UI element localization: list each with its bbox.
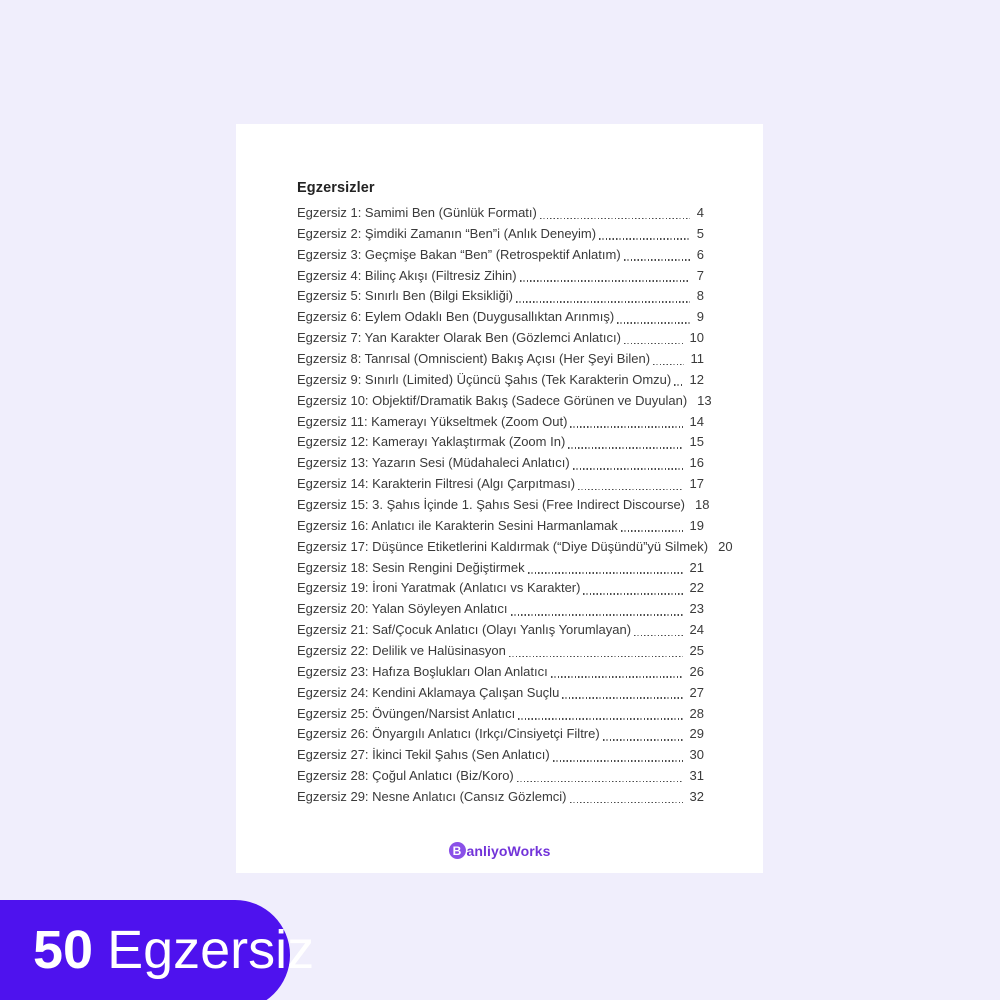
- toc-entry-page: 5: [696, 225, 704, 241]
- toc-entry: [297, 537, 733, 558]
- toc-entry: [297, 474, 704, 495]
- toc-entry-label: Egzersiz 12: Kamerayı Yaklaştırmak (Zoom In): [297, 434, 566, 450]
- toc-entry-label: Egzersiz 8: Tanrısal (Omniscient) Bakış Açısı (Her Şeyi Bilen): [297, 351, 651, 367]
- toc-entry: [297, 328, 704, 349]
- toc-entry: [297, 224, 704, 245]
- toc-entry-label: Egzersiz 5: Sınırlı Ben (Bilgi Eksikliği): [297, 288, 514, 304]
- toc-entry: [297, 662, 704, 683]
- dot-leader: [634, 635, 682, 637]
- dot-leader: [518, 718, 682, 720]
- toc-entry: [297, 203, 704, 224]
- toc-entry-page: 29: [689, 726, 704, 742]
- toc-entry-page: 18: [695, 497, 710, 513]
- toc-entry: [297, 599, 704, 620]
- toc-entry-label: Egzersiz 13: Yazarın Sesi (Müdahaleci Anlatıcı): [297, 455, 570, 471]
- toc-entry-label: Egzersiz 7: Yan Karakter Olarak Ben (Gözlemci Anlatıcı): [297, 330, 621, 346]
- dot-leader: [509, 656, 683, 658]
- dot-leader: [674, 384, 682, 386]
- toc-entry: [297, 516, 704, 537]
- toc-entry-label: Egzersiz 28: Çoğul Anlatıcı (Biz/Koro): [297, 768, 514, 784]
- dot-leader: [653, 364, 683, 366]
- toc-entry-label: Egzersiz 3: Geçmişe Bakan “Ben” (Retrospektif Anlatım): [297, 246, 621, 262]
- toc-entry-label: Egzersiz 6: Eylem Odaklı Ben (Duygusallıktan Arınmış): [297, 309, 615, 325]
- toc-entry: [297, 307, 704, 328]
- toc-entry: [297, 558, 704, 579]
- toc-entry-label: Egzersiz 26: Önyargılı Anlatıcı (Irkçı/Cinsiyetçi Filtre): [297, 726, 600, 742]
- toc-entry-label: Egzersiz 10: Objektif/Dramatik Bakış (Sadece Görünen ve Duyulan): [297, 392, 688, 408]
- logo-text: anliyoWorks: [466, 842, 551, 859]
- toc-entry-page: 20: [718, 538, 733, 554]
- dot-leader: [578, 489, 682, 491]
- dot-leader: [621, 530, 683, 532]
- toc-entry-label: Egzersiz 21: Saf/Çocuk Anlatıcı (Olayı Yanlış Yorumlayan): [297, 622, 632, 638]
- toc-entry: [297, 453, 704, 474]
- toc-list: [297, 203, 733, 808]
- toc-entry: [297, 787, 704, 808]
- exercise-count-badge: [0, 900, 315, 1000]
- toc-entry-label: Egzersiz 18: Sesin Rengini Değiştirmek: [297, 559, 525, 575]
- dot-leader: [562, 697, 682, 699]
- dot-leader: [511, 614, 683, 616]
- toc-entry-page: 15: [689, 434, 704, 450]
- toc-entry-page: 7: [696, 267, 704, 283]
- dot-leader: [603, 739, 683, 741]
- toc-entry-label: Egzersiz 4: Bilinç Akışı (Filtresiz Zihin): [297, 267, 517, 283]
- toc-entry-page: 9: [696, 309, 704, 325]
- toc-entry-label: Egzersiz 20: Yalan Söyleyen Anlatıcı: [297, 601, 508, 617]
- toc-entry: [297, 266, 704, 287]
- toc-entry: [297, 641, 704, 662]
- toc-entry: [297, 620, 704, 641]
- toc-entry-page: 19: [689, 517, 704, 533]
- badge-number: 50: [33, 920, 94, 980]
- toc-entry-label: Egzersiz 1: Samimi Ben (Günlük Formatı): [297, 205, 537, 220]
- toc-entry: [297, 683, 704, 704]
- toc-entry-label: Egzersiz 24: Kendini Aklamaya Çalışan Suçlu: [297, 684, 560, 700]
- toc-entry-label: Egzersiz 14: Karakterin Filtresi (Algı Çarpıtması): [297, 476, 576, 492]
- document-page: [236, 124, 763, 873]
- toc-entry-label: Egzersiz 16: Anlatıcı ile Karakterin Sesini Harmanlamak: [297, 517, 618, 533]
- toc-entry-page: 21: [689, 559, 704, 575]
- toc-entry-page: 30: [689, 747, 704, 763]
- toc-entry-page: 16: [689, 455, 704, 471]
- toc-entry: [297, 578, 704, 599]
- toc-entry: [297, 766, 704, 787]
- toc-entry-page: 31: [689, 768, 704, 784]
- toc-entry-label: Egzersiz 25: Övüngen/Narsist Anlatıcı: [297, 705, 516, 721]
- dot-leader: [624, 259, 690, 261]
- dot-leader: [528, 572, 683, 574]
- dot-leader: [617, 322, 690, 324]
- toc-entry: [297, 370, 704, 391]
- dot-leader: [520, 280, 690, 282]
- dot-leader: [570, 426, 682, 428]
- toc-entry-page: 13: [697, 392, 712, 408]
- dot-leader: [570, 802, 683, 804]
- toc-entry: [297, 432, 704, 453]
- dot-leader: [553, 760, 683, 762]
- toc-entry: [297, 349, 704, 370]
- badge-label: Egzersiz: [107, 920, 315, 980]
- toc-entry-page: 10: [689, 330, 704, 346]
- dot-leader: [517, 781, 683, 783]
- toc-entry: [297, 245, 704, 266]
- toc-entry-label: Egzersiz 9: Sınırlı (Limited) Üçüncü Şahıs (Tek Karakterin Omzu): [297, 371, 672, 387]
- dot-leader: [599, 238, 690, 240]
- toc-entry-page: 12: [689, 371, 704, 387]
- toc-entry-page: 8: [696, 288, 704, 304]
- toc-entry-page: 32: [689, 789, 704, 805]
- toc-heading: Egzersizler: [297, 180, 375, 196]
- toc-entry-label: Egzersiz 11: Kamerayı Yükseltmek (Zoom Out): [297, 413, 568, 429]
- toc-entry-page: 11: [690, 351, 704, 367]
- table-of-contents: [297, 180, 733, 808]
- banliyoworks-logo: [448, 842, 550, 859]
- dot-leader: [573, 468, 683, 470]
- toc-entry-label: Egzersiz 17: Düşünce Etiketlerini Kaldırmak (“Diye Düşündü”yü Silmek): [297, 538, 709, 554]
- toc-entry-label: Egzersiz 19: İroni Yaratmak (Anlatıcı vs Karakter): [297, 580, 581, 596]
- toc-entry-page: 6: [696, 246, 704, 262]
- toc-entry-label: Egzersiz 22: Delilik ve Halüsinasyon: [297, 643, 506, 659]
- dot-leader: [540, 218, 690, 220]
- toc-entry-page: 25: [689, 643, 704, 659]
- toc-entry-label: Egzersiz 15: 3. Şahıs İçinde 1. Şahıs Sesi (Free Indirect Discourse): [297, 497, 686, 513]
- toc-entry-page: 28: [689, 705, 704, 721]
- toc-entry-page: 17: [689, 476, 704, 492]
- toc-entry-label: Egzersiz 29: Nesne Anlatıcı (Cansız Gözlemci): [297, 789, 567, 805]
- toc-entry-page: 14: [689, 413, 704, 429]
- toc-entry-label: Egzersiz 23: Hafıza Boşlukları Olan Anlatıcı: [297, 663, 548, 679]
- toc-entry-page: 26: [689, 663, 704, 679]
- toc-entry-page: 27: [689, 684, 704, 700]
- toc-entry-page: 4: [696, 205, 704, 220]
- toc-entry: [297, 495, 710, 516]
- toc-entry: [297, 391, 712, 412]
- toc-entry: [297, 745, 704, 766]
- toc-entry: [297, 704, 704, 725]
- dot-leader: [568, 447, 682, 449]
- toc-entry: [297, 412, 704, 433]
- toc-entry-page: 23: [689, 601, 704, 617]
- toc-entry: [297, 286, 704, 307]
- dot-leader: [624, 343, 683, 345]
- toc-entry: [297, 724, 704, 745]
- toc-entry-label: Egzersiz 27: İkinci Tekil Şahıs (Sen Anlatıcı): [297, 747, 550, 763]
- logo-b-icon: B: [448, 842, 465, 859]
- toc-entry-page: 24: [689, 622, 704, 638]
- toc-entry-label: Egzersiz 2: Şimdiki Zamanın “Ben”i (Anlık Deneyim): [297, 225, 597, 241]
- toc-entry-page: 22: [689, 580, 704, 596]
- dot-leader: [551, 676, 683, 678]
- dot-leader: [583, 593, 682, 595]
- dot-leader: [516, 301, 690, 303]
